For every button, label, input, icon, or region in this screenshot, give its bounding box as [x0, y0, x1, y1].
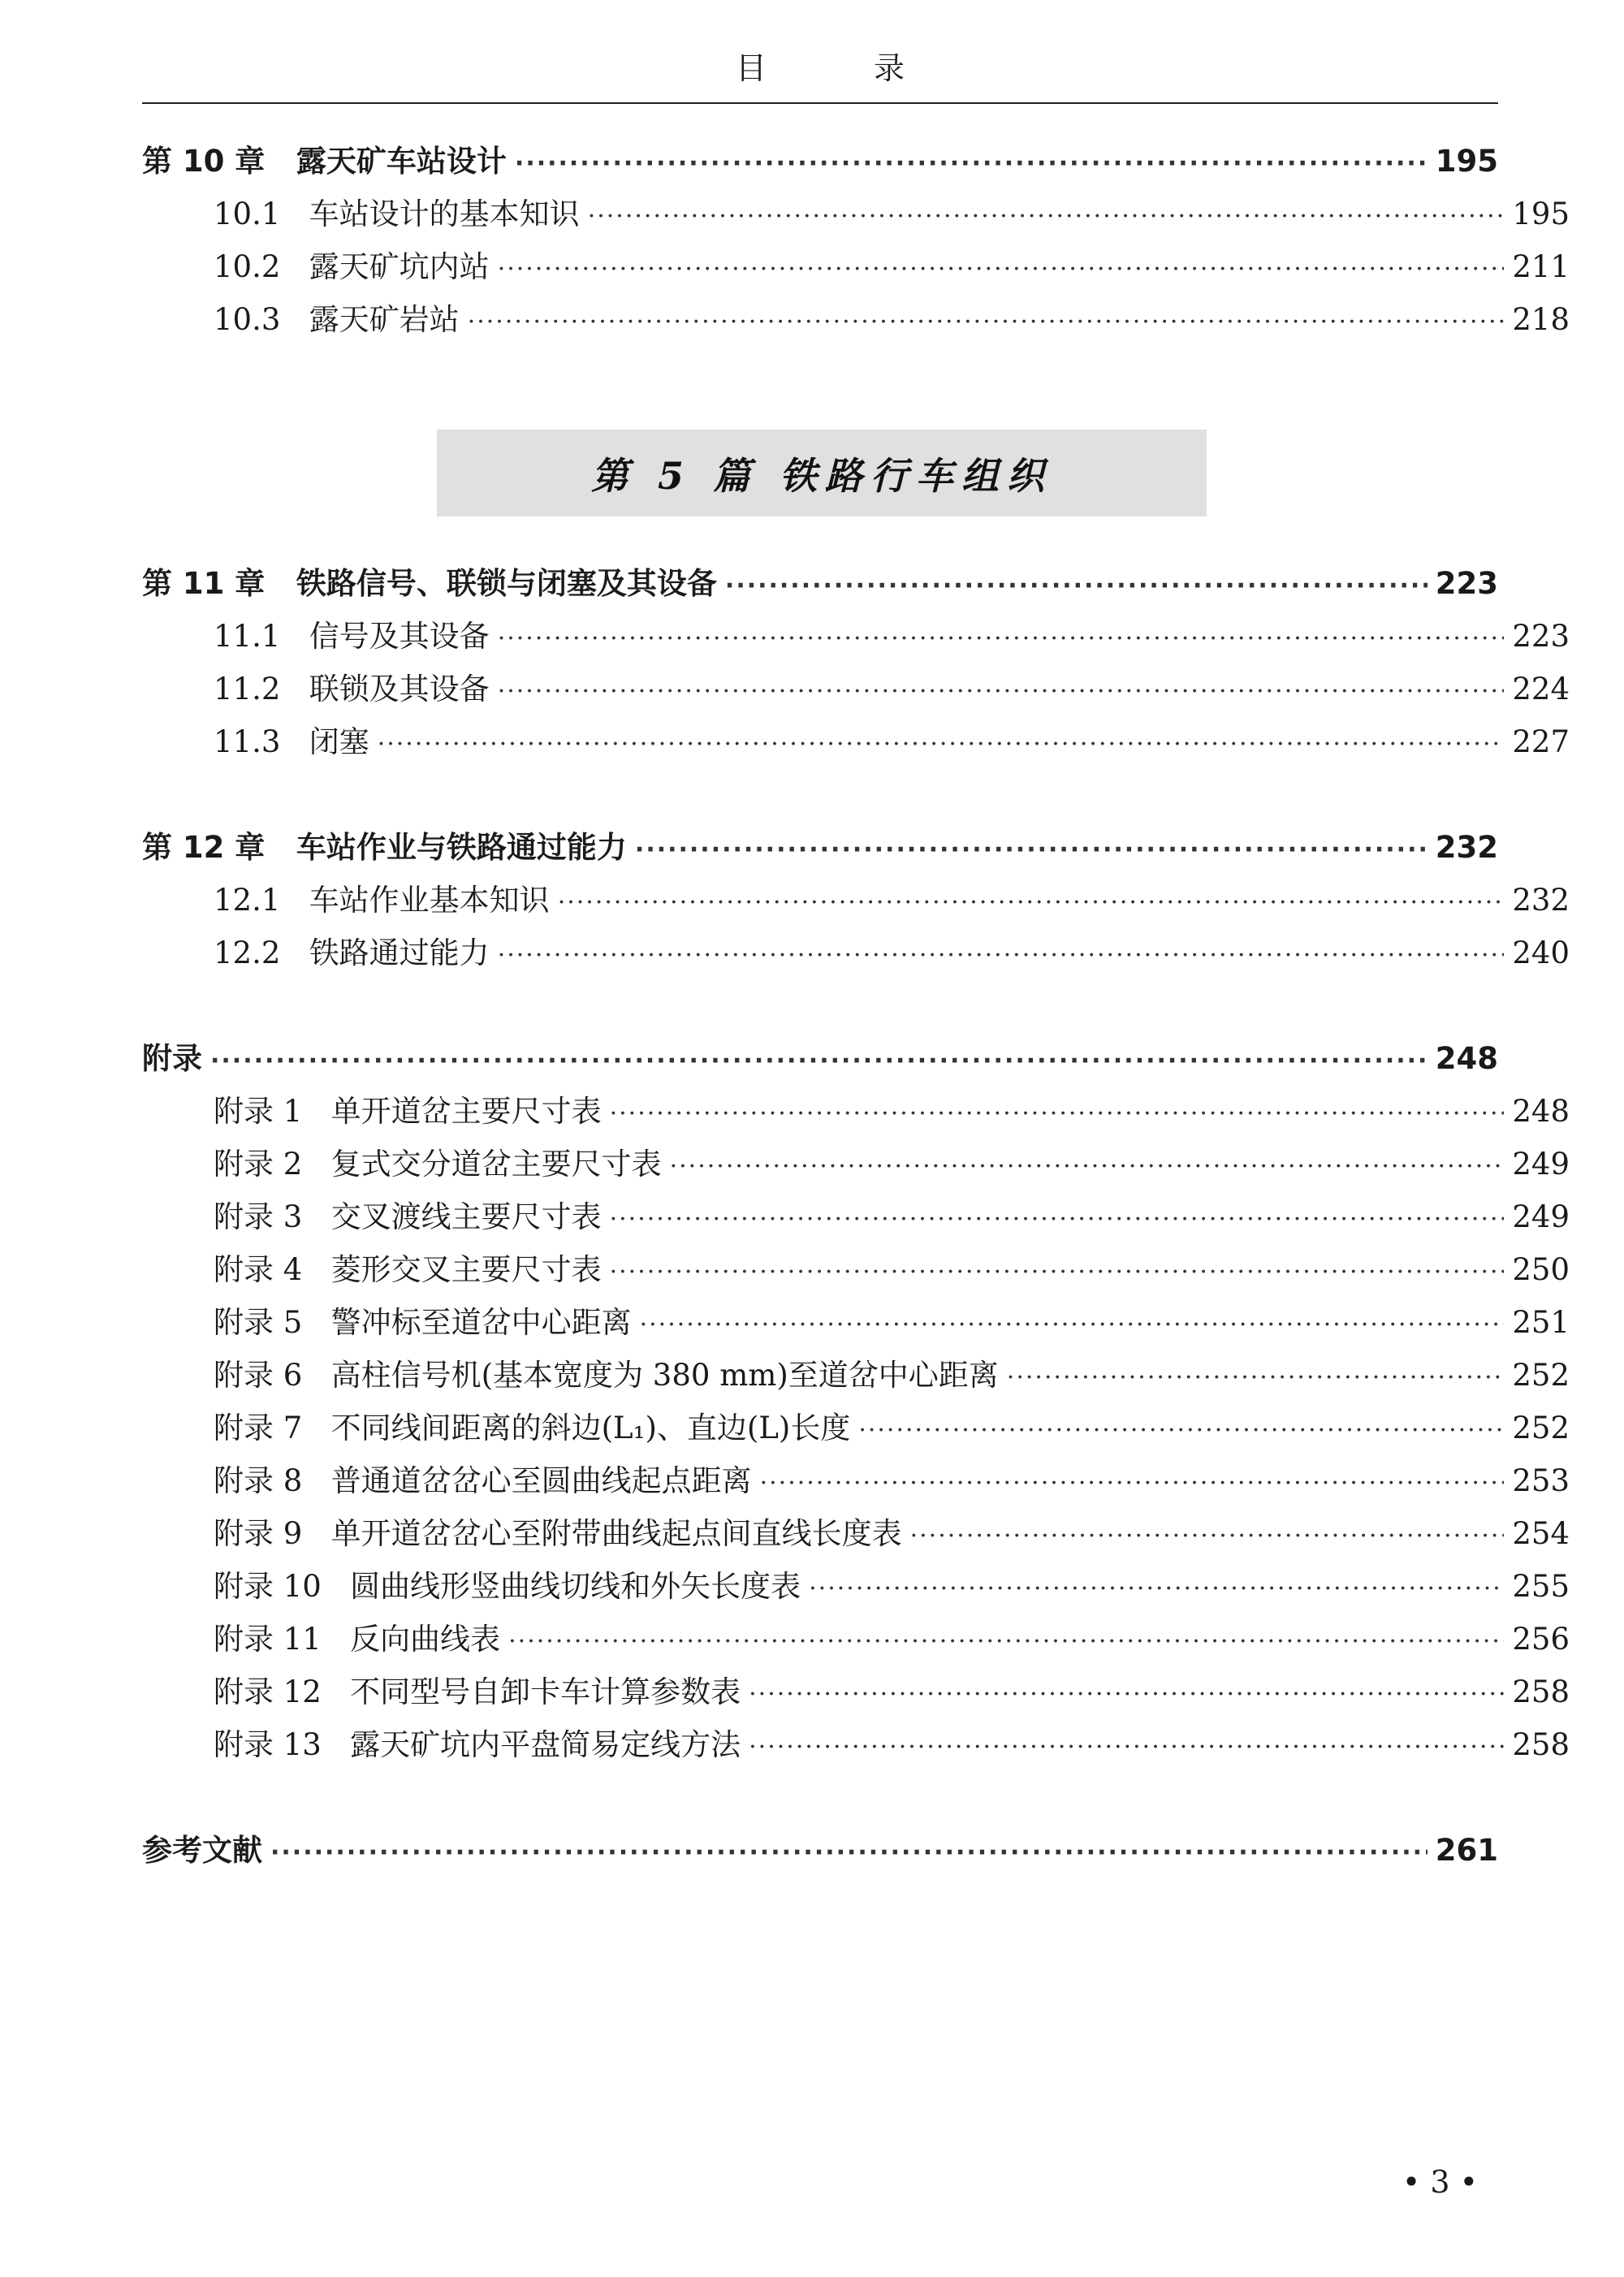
toc-appendix-item[interactable]: [142, 1350, 1570, 1391]
leader-dots: [498, 624, 1505, 653]
appendix-number: 附录 2: [214, 1147, 303, 1182]
part-title: 第 5 篇 铁路行车组织: [590, 453, 1053, 498]
appendix-number: 附录 1: [214, 1094, 303, 1129]
appendix-number: 附录 5: [214, 1305, 303, 1340]
appendix-item-title: 复式交分道岔主要尺寸表: [330, 1147, 662, 1182]
leader-dots: [610, 1258, 1505, 1286]
leader-dots: [588, 202, 1505, 231]
leader-dots: [1007, 1363, 1505, 1392]
leader-dots: [498, 677, 1505, 706]
leader-dots: [809, 1575, 1504, 1603]
section-title: 联锁及其设备: [309, 672, 490, 706]
section-title: 铁路通过能力: [309, 935, 490, 970]
appendix-number: 附录 8: [214, 1463, 303, 1498]
appendix-item-title: 菱形交叉主要尺寸表: [330, 1252, 602, 1287]
toc-appendix-item[interactable]: [142, 1614, 1570, 1655]
section-number: 12.2: [214, 935, 281, 970]
page-number: 232: [1435, 830, 1498, 865]
leader-dots: [468, 308, 1505, 336]
page-number: 248: [1512, 1094, 1570, 1129]
part-heading: [437, 430, 1207, 516]
toc-appendix-item[interactable]: [142, 1667, 1570, 1708]
page-footer-number: • 3 •: [1402, 2164, 1478, 2200]
leader-dots: [760, 1469, 1505, 1497]
page-number: 218: [1512, 302, 1570, 337]
appendix-item-title: 不同型号自卸卡车计算参数表: [350, 1674, 741, 1709]
section-title: 信号及其设备: [309, 619, 490, 654]
chapter-title: 铁路信号、联锁与闭塞及其设备: [296, 566, 717, 601]
page-number: 211: [1512, 249, 1570, 284]
toc-appendix[interactable]: [142, 1034, 1498, 1074]
appendix-item-title: 普通道岔岔心至圆曲线起点距离: [330, 1463, 752, 1498]
appendix-number: 附录 6: [214, 1358, 303, 1393]
page-number: 223: [1512, 619, 1570, 654]
page-number: 256: [1512, 1622, 1570, 1657]
appendix-title: 附录: [142, 1041, 202, 1076]
leader-dots: [610, 1205, 1505, 1234]
leader-dots: [498, 941, 1505, 970]
appendix-item-title: 反向曲线表: [350, 1622, 501, 1657]
appendix-item-title: 单开道岔主要尺寸表: [330, 1094, 602, 1129]
leader-dots: [270, 1838, 1427, 1867]
appendix-item-title: 不同线间距离的斜边(L₁)、直边(L)长度: [330, 1411, 851, 1445]
appendix-item-title: 警冲标至道岔中心距离: [330, 1305, 632, 1340]
appendix-number: 附录 12: [214, 1674, 322, 1709]
leader-dots: [610, 1100, 1505, 1128]
toc-section[interactable]: [142, 611, 1570, 652]
leader-dots: [210, 1047, 1427, 1075]
page-number: 252: [1512, 1358, 1570, 1393]
page-number: 248: [1435, 1041, 1498, 1076]
appendix-number: 附录 4: [214, 1252, 303, 1287]
page-number: 195: [1512, 197, 1570, 231]
section-number: 11.1: [214, 619, 281, 654]
page-number: 254: [1512, 1516, 1570, 1551]
running-header: [142, 42, 1498, 104]
page-number: 258: [1512, 1727, 1570, 1762]
leader-dots: [858, 1416, 1504, 1445]
appendix-number: 附录 3: [214, 1199, 303, 1234]
section-number: 11.2: [214, 672, 281, 706]
toc-appendix-item[interactable]: [142, 1298, 1570, 1338]
appendix-item-title: 交叉渡线主要尺寸表: [330, 1199, 602, 1234]
section-title: 车站作业基本知识: [309, 883, 550, 918]
section-title: 露天矿坑内站: [309, 249, 490, 284]
chapter-number: 第 12 章: [142, 830, 266, 865]
appendix-number: 附录 10: [214, 1569, 322, 1604]
page-number: 255: [1512, 1569, 1570, 1604]
page-number: 253: [1512, 1463, 1570, 1498]
section-title: 闭塞: [309, 724, 369, 759]
toc-appendix-item[interactable]: [142, 1403, 1570, 1444]
references-title: 参考文献: [142, 1833, 262, 1868]
toc-section[interactable]: [142, 189, 1570, 230]
section-number: 10.1: [214, 197, 281, 231]
leader-dots: [670, 1152, 1505, 1181]
page-number: 250: [1512, 1252, 1570, 1287]
toc-section[interactable]: [142, 295, 1570, 335]
page-number: 232: [1512, 883, 1570, 918]
toc-appendix-item[interactable]: [142, 1245, 1570, 1285]
section-number: 12.1: [214, 883, 281, 918]
toc-section[interactable]: [142, 664, 1570, 705]
page-number: 258: [1512, 1674, 1570, 1709]
page-number: 240: [1512, 935, 1570, 970]
page-number: 227: [1512, 724, 1570, 759]
chapter-number: 第 10 章: [142, 144, 266, 179]
leader-dots: [640, 1311, 1505, 1339]
appendix-item-title: 圆曲线形竖曲线切线和外矢长度表: [350, 1569, 801, 1604]
page-number: 252: [1512, 1411, 1570, 1445]
appendix-item-title: 单开道岔岔心至附带曲线起点间直线长度表: [330, 1516, 902, 1551]
appendix-number: 附录 13: [214, 1727, 322, 1762]
page-number: 224: [1512, 672, 1570, 706]
leader-dots: [558, 888, 1505, 917]
section-title: 露天矿岩站: [309, 302, 460, 337]
chapter-title: 露天矿车站设计: [296, 144, 507, 179]
leader-dots: [910, 1522, 1505, 1550]
leader-dots: [749, 1733, 1504, 1761]
toc-appendix-item[interactable]: [142, 1456, 1570, 1497]
page-number: 249: [1512, 1199, 1570, 1234]
toc-appendix-item[interactable]: [142, 1720, 1570, 1761]
section-number: 10.2: [214, 249, 281, 284]
toc-appendix-item[interactable]: [142, 1139, 1570, 1180]
appendix-item-title: 露天矿坑内平盘简易定线方法: [350, 1727, 741, 1762]
toc-section[interactable]: [142, 928, 1570, 969]
toc-appendix-item[interactable]: [142, 1562, 1570, 1602]
leader-dots: [498, 255, 1505, 283]
chapter-title: 车站作业与铁路通过能力: [296, 830, 627, 865]
page-number: 261: [1435, 1833, 1498, 1868]
leader-dots: [508, 1627, 1504, 1656]
toc-section[interactable]: [142, 717, 1570, 758]
section-number: 11.3: [214, 724, 281, 759]
section-number: 10.3: [214, 302, 281, 337]
page-number: 251: [1512, 1305, 1570, 1340]
toc-chapter-11[interactable]: [142, 559, 1498, 599]
toc-section[interactable]: [142, 242, 1570, 283]
toc-appendix-item[interactable]: [142, 1509, 1570, 1549]
toc-appendix-item[interactable]: [142, 1192, 1570, 1233]
toc-section[interactable]: [142, 875, 1570, 916]
toc-chapter-12[interactable]: [142, 823, 1498, 863]
appendix-number: 附录 11: [214, 1622, 322, 1657]
appendix-number: 附录 9: [214, 1516, 303, 1551]
appendix-item-title: 高柱信号机(基本宽度为 380 mm)至道岔中心距离: [330, 1358, 999, 1393]
page-number: 195: [1435, 144, 1498, 179]
appendix-number: 附录 7: [214, 1411, 303, 1445]
toc-references[interactable]: [142, 1825, 1498, 1866]
section-title: 车站设计的基本知识: [309, 197, 580, 231]
page-number: 249: [1512, 1147, 1570, 1182]
leader-dots: [635, 836, 1427, 864]
leader-dots: [515, 149, 1427, 178]
toc-chapter-10[interactable]: [142, 136, 1498, 177]
leader-dots: [725, 572, 1427, 600]
chapter-number: 第 11 章: [142, 566, 266, 601]
leader-dots: [749, 1680, 1504, 1709]
header-title: 目 录: [735, 50, 954, 86]
leader-dots: [378, 730, 1505, 758]
page-number: 223: [1435, 566, 1498, 601]
toc-appendix-item[interactable]: [142, 1087, 1570, 1127]
